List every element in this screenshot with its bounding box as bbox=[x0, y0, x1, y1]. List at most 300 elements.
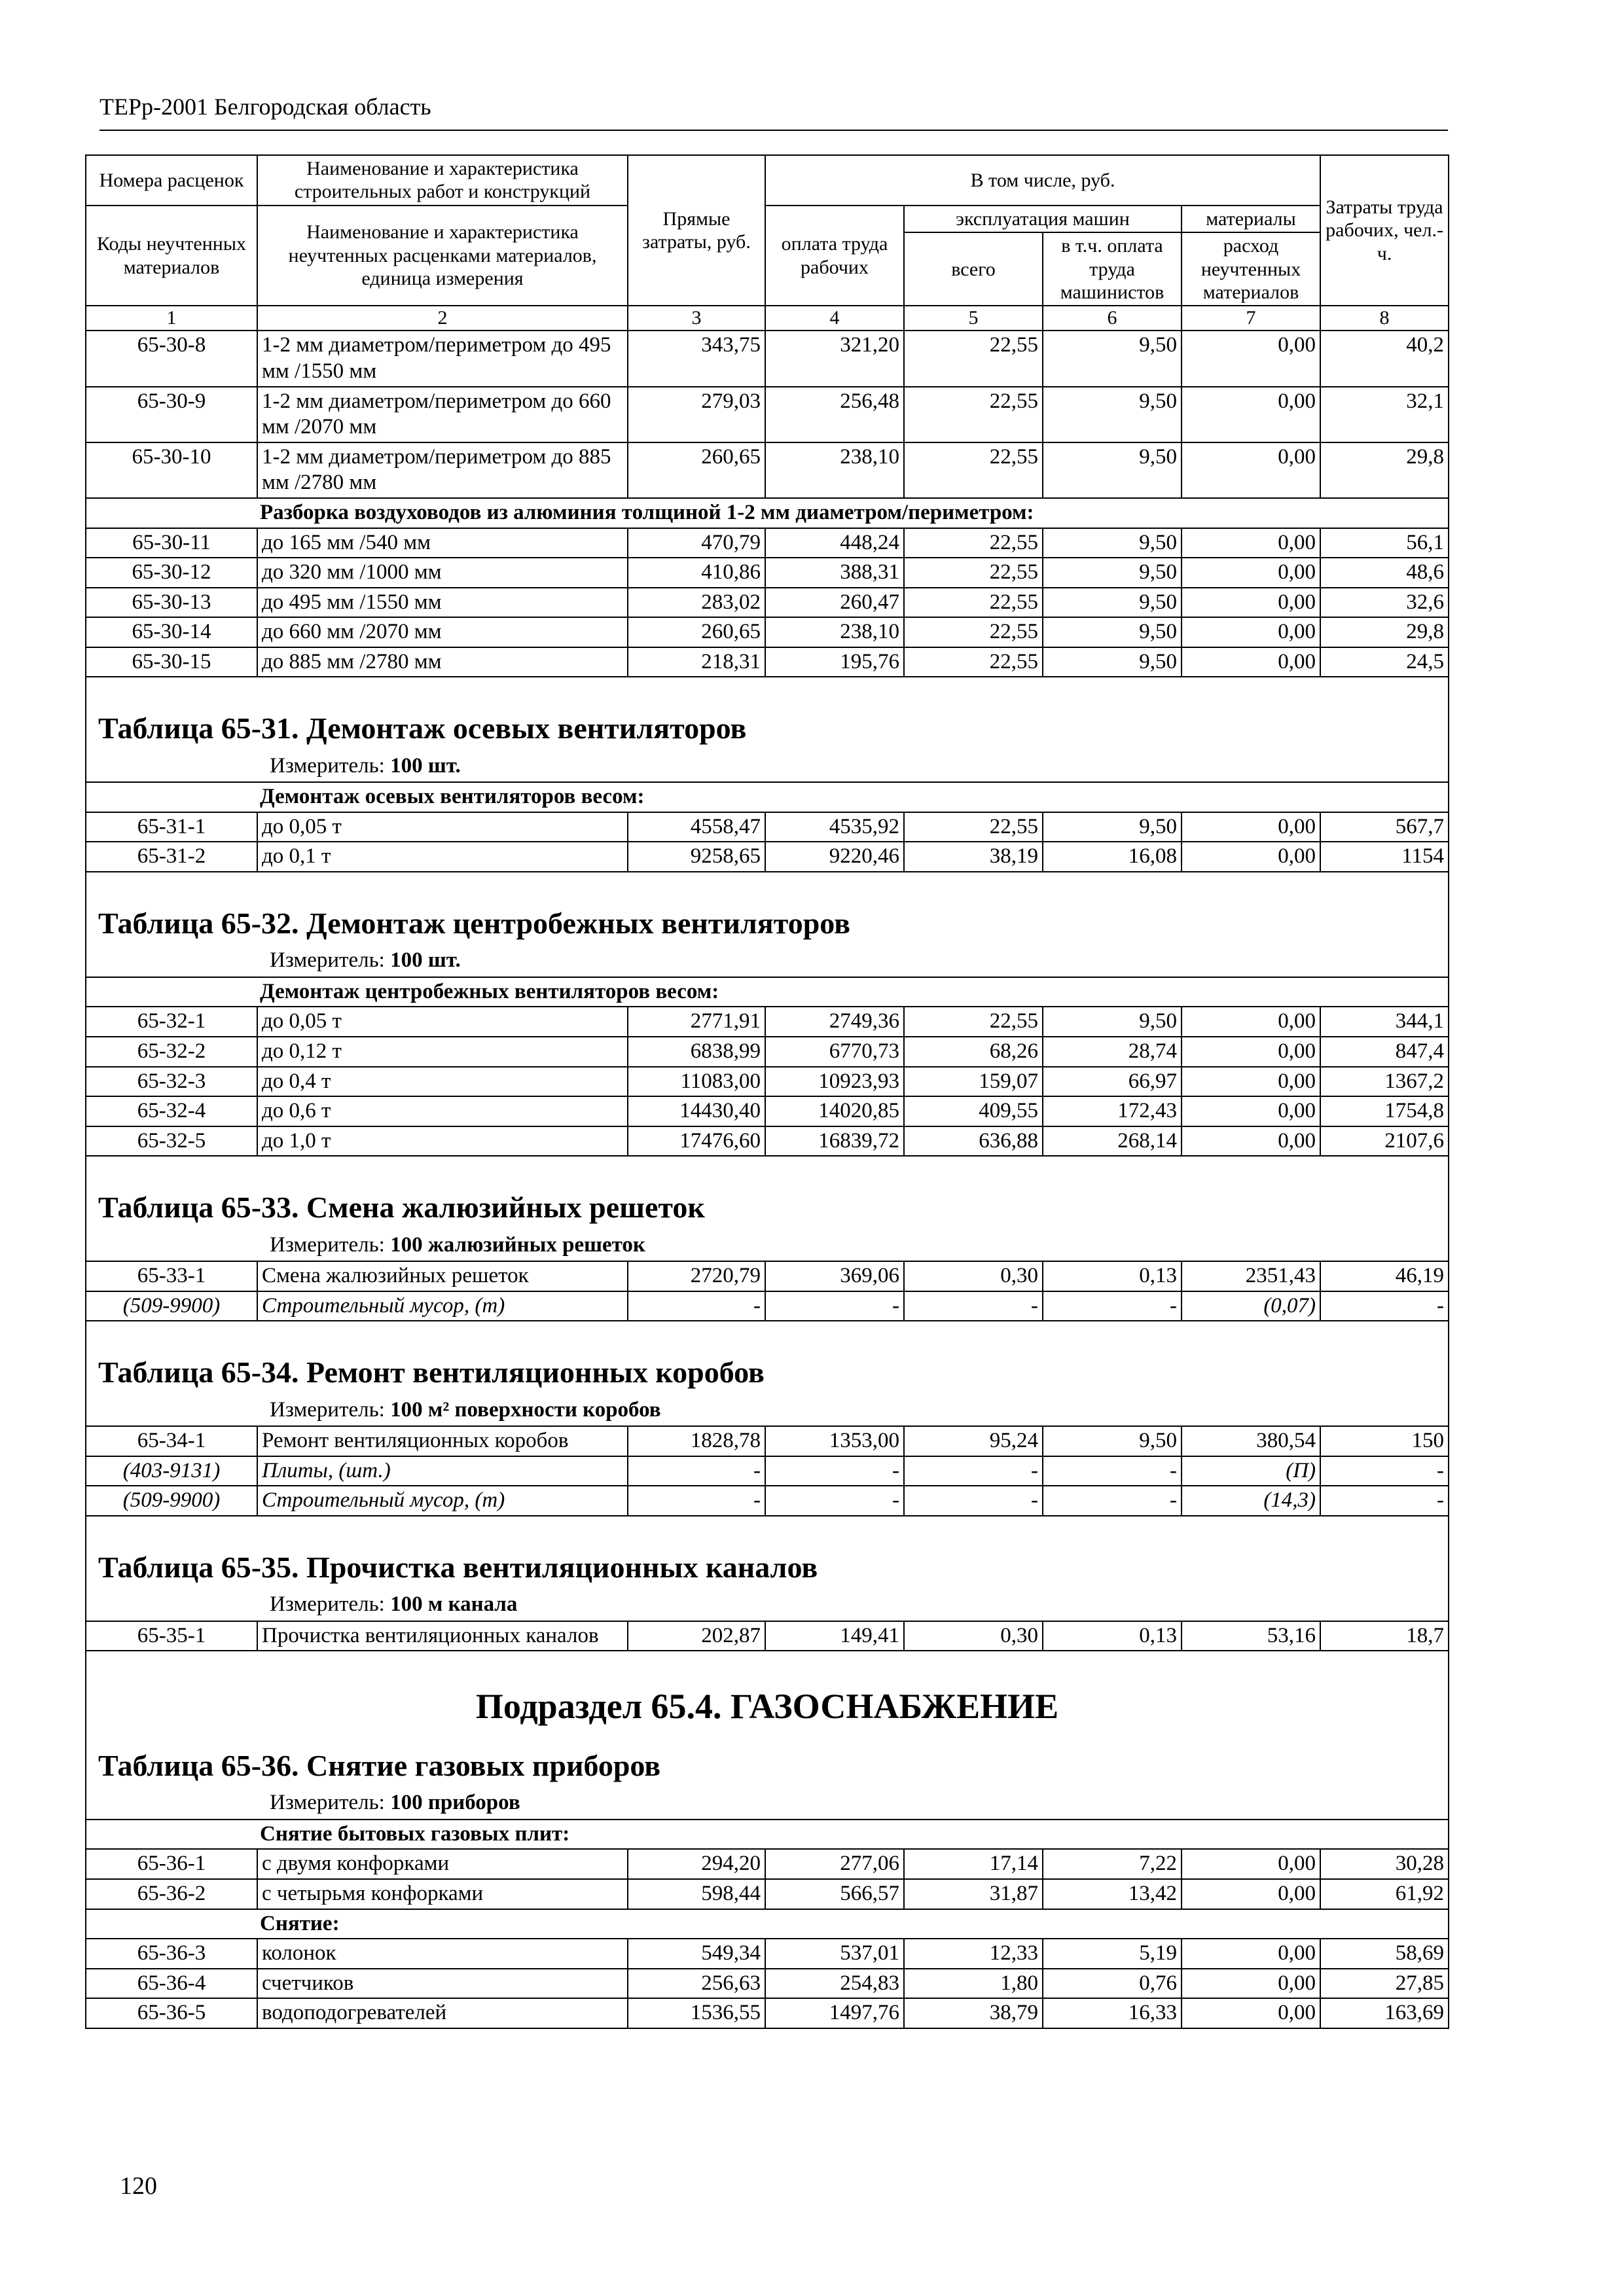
table-row bbox=[86, 1849, 1449, 1879]
rate-value: 22,55 bbox=[904, 442, 1043, 498]
rate-value: 0,00 bbox=[1182, 647, 1320, 677]
rate-value: 260,65 bbox=[628, 442, 765, 498]
rate-value: - bbox=[904, 1456, 1043, 1486]
rate-code: 65-30-10 bbox=[86, 442, 257, 498]
rate-value: 2749,36 bbox=[765, 1007, 904, 1037]
rate-value: 172,43 bbox=[1043, 1096, 1182, 1126]
col-naimen: Наименование и характеристика строительных работ и конструкций bbox=[257, 155, 628, 206]
table-row bbox=[86, 331, 1449, 386]
rate-value: 12,33 bbox=[904, 1939, 1043, 1969]
group-row bbox=[86, 782, 1449, 812]
table-title: Таблица 65-36. Снятие газовых приборов bbox=[98, 1749, 661, 1783]
rate-value: 27,85 bbox=[1320, 1969, 1449, 1999]
rate-value: 0,00 bbox=[1182, 528, 1320, 558]
rate-code: 65-31-2 bbox=[86, 842, 257, 872]
rate-name: Ремонт вентиляционных коробов bbox=[257, 1426, 628, 1456]
table-row bbox=[86, 1486, 1449, 1516]
rate-value: 16839,72 bbox=[765, 1126, 904, 1157]
rate-code: 65-30-9 bbox=[86, 387, 257, 442]
rate-value: (0,07) bbox=[1182, 1291, 1320, 1321]
rate-name: до 495 мм /1550 мм bbox=[257, 588, 628, 618]
rate-value: 343,75 bbox=[628, 331, 765, 386]
unit-label: Измеритель: bbox=[270, 753, 391, 778]
table-title-row bbox=[86, 1516, 1449, 1621]
rate-value: 0,00 bbox=[1182, 1037, 1320, 1067]
rate-code: 65-36-5 bbox=[86, 1998, 257, 2028]
table-title: Таблица 65-34. Ремонт вентиляционных коробов bbox=[98, 1355, 765, 1390]
rate-value: 29,8 bbox=[1320, 442, 1449, 498]
section-row bbox=[86, 1651, 1449, 1734]
col-zatraty: Затраты труда рабочих, чел.-ч. bbox=[1320, 155, 1449, 306]
rate-value: 9,50 bbox=[1043, 387, 1182, 442]
rate-value: 1367,2 bbox=[1320, 1067, 1449, 1097]
rate-code: (403-9131) bbox=[86, 1456, 257, 1486]
rate-value: 68,26 bbox=[904, 1037, 1043, 1067]
rate-value: 38,19 bbox=[904, 842, 1043, 872]
rate-value: 260,65 bbox=[628, 617, 765, 647]
table-row bbox=[86, 528, 1449, 558]
col-pryamye: Прямые затраты, руб. bbox=[628, 155, 765, 306]
rate-name: с двумя конфорками bbox=[257, 1849, 628, 1879]
col-materialy: материалы bbox=[1182, 206, 1320, 232]
unit-value: 100 приборов bbox=[390, 1791, 520, 1815]
rate-value: 566,57 bbox=[765, 1879, 904, 1909]
rate-code: 65-35-1 bbox=[86, 1621, 257, 1651]
rate-value: 22,55 bbox=[904, 812, 1043, 842]
rate-name: колонок bbox=[257, 1939, 628, 1969]
rate-value: 61,92 bbox=[1320, 1879, 1449, 1909]
rate-value: 10923,93 bbox=[765, 1067, 904, 1097]
rate-value: 18,7 bbox=[1320, 1621, 1449, 1651]
table-row bbox=[86, 812, 1449, 842]
rate-value: 6838,99 bbox=[628, 1037, 765, 1067]
rate-value: 2720,79 bbox=[628, 1261, 765, 1291]
rate-value: 58,69 bbox=[1320, 1939, 1449, 1969]
table-title-row bbox=[86, 1321, 1449, 1426]
rate-code: 65-33-1 bbox=[86, 1261, 257, 1291]
rate-value: 2771,91 bbox=[628, 1007, 765, 1037]
rate-value: 46,19 bbox=[1320, 1261, 1449, 1291]
table-row bbox=[86, 1037, 1449, 1067]
rate-value: 0,30 bbox=[904, 1621, 1043, 1651]
rate-name: до 1,0 т bbox=[257, 1126, 628, 1157]
table-title-row bbox=[86, 1156, 1449, 1261]
rate-value: (14,3) bbox=[1182, 1486, 1320, 1516]
unit-value: 100 жалюзийных решеток bbox=[390, 1232, 645, 1257]
table-unit bbox=[86, 1397, 1448, 1426]
rate-value: 163,69 bbox=[1320, 1998, 1449, 2028]
group-heading: Снятие: bbox=[257, 1909, 1449, 1939]
rate-value: 9,50 bbox=[1043, 331, 1182, 386]
table-row bbox=[86, 1126, 1449, 1157]
rate-name: до 320 мм /1000 мм bbox=[257, 558, 628, 588]
table-row bbox=[86, 1879, 1449, 1909]
rate-value: 24,5 bbox=[1320, 647, 1449, 677]
rate-value: 31,87 bbox=[904, 1879, 1043, 1909]
rate-name: Строительный мусор, (т) bbox=[257, 1291, 628, 1321]
rate-name: счетчиков bbox=[257, 1969, 628, 1999]
col-rashod: расход неучтенных материалов bbox=[1182, 232, 1320, 306]
col-vtch: в т.ч. оплата труда машинистов bbox=[1043, 232, 1182, 306]
rate-value: 0,00 bbox=[1182, 588, 1320, 618]
rate-name: до 0,6 т bbox=[257, 1096, 628, 1126]
unit-value: 100 шт. bbox=[390, 948, 461, 973]
rate-name: 1-2 мм диаметром/периметром до 885 мм /2780 мм bbox=[257, 442, 628, 498]
rate-code: 65-36-4 bbox=[86, 1969, 257, 1999]
rate-value: 256,63 bbox=[628, 1969, 765, 1999]
table-title: Таблица 65-31. Демонтаж осевых вентиляторов bbox=[98, 711, 747, 745]
column-number-row bbox=[86, 306, 1449, 331]
group-row bbox=[86, 1820, 1449, 1850]
rate-value: - bbox=[765, 1291, 904, 1321]
rate-value: 149,41 bbox=[765, 1621, 904, 1651]
rate-value: 202,87 bbox=[628, 1621, 765, 1651]
rate-value: 537,01 bbox=[765, 1939, 904, 1969]
rate-value: - bbox=[1043, 1486, 1182, 1516]
rate-value: 0,00 bbox=[1182, 1126, 1320, 1157]
rate-name: до 0,05 т bbox=[257, 812, 628, 842]
rate-value: 369,06 bbox=[765, 1261, 904, 1291]
table-unit bbox=[86, 1592, 1448, 1621]
page-header: ТЕРр-2001 Белгородская область bbox=[99, 94, 431, 120]
table-title: Таблица 65-33. Смена жалюзийных решеток bbox=[98, 1191, 705, 1225]
rate-value: 0,30 bbox=[904, 1261, 1043, 1291]
rate-name: до 885 мм /2780 мм bbox=[257, 647, 628, 677]
rate-value: 1754,8 bbox=[1320, 1096, 1449, 1126]
rate-code: 65-32-1 bbox=[86, 1007, 257, 1037]
column-number: 2 bbox=[257, 306, 628, 331]
rate-value: 254,83 bbox=[765, 1969, 904, 1999]
rate-value: 0,00 bbox=[1182, 558, 1320, 588]
group-heading: Демонтаж центробежных вентиляторов весом: bbox=[257, 977, 1449, 1007]
table-row bbox=[86, 1007, 1449, 1037]
rate-value: 9,50 bbox=[1043, 617, 1182, 647]
table-row bbox=[86, 1456, 1449, 1486]
rate-value: 0,13 bbox=[1043, 1621, 1182, 1651]
rate-value: 95,24 bbox=[904, 1426, 1043, 1456]
table-title-row bbox=[86, 1734, 1449, 1820]
rate-code: 65-32-3 bbox=[86, 1067, 257, 1097]
rate-value: 388,31 bbox=[765, 558, 904, 588]
rate-value: 30,28 bbox=[1320, 1849, 1449, 1879]
rate-code: 65-30-8 bbox=[86, 331, 257, 386]
rate-code: 65-30-12 bbox=[86, 558, 257, 588]
rate-value: 14020,85 bbox=[765, 1096, 904, 1126]
group-row bbox=[86, 977, 1449, 1007]
col-ekspl: эксплуатация машин bbox=[904, 206, 1182, 232]
rate-value: 598,44 bbox=[628, 1879, 765, 1909]
table-unit bbox=[86, 948, 1448, 977]
column-number: 3 bbox=[628, 306, 765, 331]
rate-code: 65-31-1 bbox=[86, 812, 257, 842]
rate-value: - bbox=[628, 1291, 765, 1321]
column-number: 5 bbox=[904, 306, 1043, 331]
group-spacer-cell bbox=[86, 977, 257, 1007]
rate-value: 9,50 bbox=[1043, 812, 1182, 842]
table-row bbox=[86, 1939, 1449, 1969]
rates-table bbox=[85, 154, 1449, 2029]
rate-value: 256,48 bbox=[765, 387, 904, 442]
group-row bbox=[86, 498, 1449, 528]
rate-value: 1828,78 bbox=[628, 1426, 765, 1456]
rate-value: 9,50 bbox=[1043, 558, 1182, 588]
rate-name: до 0,12 т bbox=[257, 1037, 628, 1067]
col-v-tom-chisle: В том числе, руб. bbox=[765, 155, 1320, 206]
rate-value: 567,7 bbox=[1320, 812, 1449, 842]
rate-value: 0,00 bbox=[1182, 1969, 1320, 1999]
rate-value: (П) bbox=[1182, 1456, 1320, 1486]
table-unit bbox=[86, 1232, 1448, 1261]
rate-value: 16,08 bbox=[1043, 842, 1182, 872]
rate-value: 1,80 bbox=[904, 1969, 1043, 1999]
rate-value: 268,14 bbox=[1043, 1126, 1182, 1157]
rate-value: 470,79 bbox=[628, 528, 765, 558]
rate-name: Прочистка вентиляционных каналов bbox=[257, 1621, 628, 1651]
section-title: Подраздел 65.4. ГАЗОСНАБЖЕНИЕ bbox=[475, 1687, 1059, 1727]
table-unit bbox=[86, 753, 1448, 782]
rate-value: 279,03 bbox=[628, 387, 765, 442]
unit-label: Измеритель: bbox=[270, 1592, 391, 1617]
table-row bbox=[86, 647, 1449, 677]
rate-value: 56,1 bbox=[1320, 528, 1449, 558]
table-row bbox=[86, 617, 1449, 647]
rate-value: 238,10 bbox=[765, 617, 904, 647]
rate-value: 9,50 bbox=[1043, 1007, 1182, 1037]
column-number: 4 bbox=[765, 306, 904, 331]
table-row bbox=[86, 1096, 1449, 1126]
unit-label: Измеритель: bbox=[270, 1791, 391, 1815]
rate-value: 283,02 bbox=[628, 588, 765, 618]
unit-label: Измеритель: bbox=[270, 948, 391, 973]
rate-value: 1154 bbox=[1320, 842, 1449, 872]
rate-value: 4558,47 bbox=[628, 812, 765, 842]
table-row bbox=[86, 1067, 1449, 1097]
group-spacer-cell bbox=[86, 1909, 257, 1939]
rate-value: 0,76 bbox=[1043, 1969, 1182, 1999]
rate-value: 9,50 bbox=[1043, 1426, 1182, 1456]
rate-value: - bbox=[628, 1486, 765, 1516]
rate-value: 0,00 bbox=[1182, 812, 1320, 842]
rate-value: 294,20 bbox=[628, 1849, 765, 1879]
rate-value: 321,20 bbox=[765, 331, 904, 386]
table-row bbox=[86, 1998, 1449, 2028]
table-row bbox=[86, 1261, 1449, 1291]
rate-value: 17,14 bbox=[904, 1849, 1043, 1879]
rate-value: 11083,00 bbox=[628, 1067, 765, 1097]
rate-value: 2351,43 bbox=[1182, 1261, 1320, 1291]
table-row bbox=[86, 1291, 1449, 1321]
rate-value: 48,6 bbox=[1320, 558, 1449, 588]
rate-value: - bbox=[1043, 1291, 1182, 1321]
unit-value: 100 м² поверхности коробов bbox=[390, 1397, 661, 1422]
col-vsego: всего bbox=[904, 232, 1043, 306]
rate-value: - bbox=[1320, 1291, 1449, 1321]
column-number: 8 bbox=[1320, 306, 1449, 331]
group-spacer-cell bbox=[86, 1820, 257, 1850]
group-heading: Снятие бытовых газовых плит: bbox=[257, 1820, 1449, 1850]
rate-name: до 0,1 т bbox=[257, 842, 628, 872]
rate-value: 22,55 bbox=[904, 588, 1043, 618]
col-oplata: оплата труда рабочих bbox=[765, 206, 904, 306]
rate-value: 0,00 bbox=[1182, 1067, 1320, 1097]
rate-value: 0,00 bbox=[1182, 442, 1320, 498]
unit-value: 100 шт. bbox=[390, 753, 461, 778]
rate-value: 1497,76 bbox=[765, 1998, 904, 2028]
rate-value: 9,50 bbox=[1043, 647, 1182, 677]
group-spacer-cell bbox=[86, 782, 257, 812]
table-title: Таблица 65-32. Демонтаж центробежных вентиляторов bbox=[98, 906, 850, 941]
rate-code: 65-32-4 bbox=[86, 1096, 257, 1126]
rate-value: 66,97 bbox=[1043, 1067, 1182, 1097]
rate-value: 0,00 bbox=[1182, 331, 1320, 386]
rate-value: 344,1 bbox=[1320, 1007, 1449, 1037]
rate-value: 0,00 bbox=[1182, 1939, 1320, 1969]
group-spacer-cell bbox=[86, 498, 257, 528]
rate-value: 218,31 bbox=[628, 647, 765, 677]
rate-value: 4535,92 bbox=[765, 812, 904, 842]
rate-value: - bbox=[628, 1456, 765, 1486]
unit-label: Измеритель: bbox=[270, 1397, 391, 1422]
column-number: 7 bbox=[1182, 306, 1320, 331]
rate-value: 2107,6 bbox=[1320, 1126, 1449, 1157]
rate-name: до 165 мм /540 мм bbox=[257, 528, 628, 558]
unit-value: 100 м канала bbox=[390, 1592, 518, 1617]
rate-value: - bbox=[1320, 1486, 1449, 1516]
rate-code: 65-30-15 bbox=[86, 647, 257, 677]
table-unit bbox=[86, 1790, 1448, 1819]
rate-value: 22,55 bbox=[904, 387, 1043, 442]
rate-value: 28,74 bbox=[1043, 1037, 1182, 1067]
rate-value: - bbox=[904, 1486, 1043, 1516]
rate-code: 65-34-1 bbox=[86, 1426, 257, 1456]
table-row bbox=[86, 1621, 1449, 1651]
rate-value: 22,55 bbox=[904, 1007, 1043, 1037]
rate-value: 40,2 bbox=[1320, 331, 1449, 386]
rate-value: 9,50 bbox=[1043, 528, 1182, 558]
rate-value: 32,1 bbox=[1320, 387, 1449, 442]
rate-value: 847,4 bbox=[1320, 1037, 1449, 1067]
rate-code: 65-32-2 bbox=[86, 1037, 257, 1067]
rate-value: 448,24 bbox=[765, 528, 904, 558]
rate-code: 65-36-2 bbox=[86, 1879, 257, 1909]
rate-name: до 0,4 т bbox=[257, 1067, 628, 1097]
rate-value: 22,55 bbox=[904, 528, 1043, 558]
rate-value: 29,8 bbox=[1320, 617, 1449, 647]
rate-code: (509-9900) bbox=[86, 1486, 257, 1516]
rate-name: Смена жалюзийных решеток bbox=[257, 1261, 628, 1291]
table-row bbox=[86, 442, 1449, 498]
rate-name: с четырьмя конфорками bbox=[257, 1879, 628, 1909]
rate-value: 0,00 bbox=[1182, 1096, 1320, 1126]
group-row bbox=[86, 1909, 1449, 1939]
rate-name: водоподогревателей bbox=[257, 1998, 628, 2028]
rate-value: 0,00 bbox=[1182, 387, 1320, 442]
column-number: 1 bbox=[86, 306, 257, 331]
rate-code: (509-9900) bbox=[86, 1291, 257, 1321]
rate-value: 6770,73 bbox=[765, 1037, 904, 1067]
rate-name: 1-2 мм диаметром/периметром до 495 мм /1550 мм bbox=[257, 331, 628, 386]
rate-value: 22,55 bbox=[904, 331, 1043, 386]
rate-value: 195,76 bbox=[765, 647, 904, 677]
rate-value: 0,00 bbox=[1182, 1879, 1320, 1909]
rate-code: 65-30-13 bbox=[86, 588, 257, 618]
rate-value: 636,88 bbox=[904, 1126, 1043, 1157]
group-heading: Разборка воздуховодов из алюминия толщиной 1-2 мм диаметром/периметром: bbox=[257, 498, 1449, 528]
rate-value: 409,55 bbox=[904, 1096, 1043, 1126]
document-body bbox=[85, 154, 1448, 2029]
table-title: Таблица 65-35. Прочистка вентиляционных каналов bbox=[98, 1550, 818, 1584]
rate-code: 65-30-14 bbox=[86, 617, 257, 647]
rate-name: до 660 мм /2070 мм bbox=[257, 617, 628, 647]
rate-value: 0,00 bbox=[1182, 1849, 1320, 1879]
rate-value: 238,10 bbox=[765, 442, 904, 498]
rate-name: Строительный мусор, (т) bbox=[257, 1486, 628, 1516]
rate-value: 150 bbox=[1320, 1426, 1449, 1456]
rate-value: 22,55 bbox=[904, 647, 1043, 677]
rate-value: 9258,65 bbox=[628, 842, 765, 872]
rate-name: до 0,05 т bbox=[257, 1007, 628, 1037]
rate-value: - bbox=[765, 1486, 904, 1516]
rate-value: - bbox=[1320, 1456, 1449, 1486]
table-row bbox=[86, 1969, 1449, 1999]
rate-value: 38,79 bbox=[904, 1998, 1043, 2028]
rate-value: 13,42 bbox=[1043, 1879, 1182, 1909]
rate-value: - bbox=[904, 1291, 1043, 1321]
rate-value: 9220,46 bbox=[765, 842, 904, 872]
rate-value: 0,13 bbox=[1043, 1261, 1182, 1291]
rate-value: - bbox=[1043, 1456, 1182, 1486]
rate-value: 380,54 bbox=[1182, 1426, 1320, 1456]
rate-value: 277,06 bbox=[765, 1849, 904, 1879]
table-row bbox=[86, 588, 1449, 618]
rate-value: 9,50 bbox=[1043, 588, 1182, 618]
rate-value: 5,19 bbox=[1043, 1939, 1182, 1969]
table-row bbox=[86, 842, 1449, 872]
rate-value: 0,00 bbox=[1182, 617, 1320, 647]
page-number: 120 bbox=[120, 2172, 157, 2200]
table-row bbox=[86, 387, 1449, 442]
table-title-row bbox=[86, 677, 1449, 782]
header-rule bbox=[99, 130, 1448, 131]
unit-label: Измеритель: bbox=[270, 1232, 391, 1257]
rate-value: 410,86 bbox=[628, 558, 765, 588]
rate-value: 0,00 bbox=[1182, 842, 1320, 872]
rate-value: 0,00 bbox=[1182, 1007, 1320, 1037]
rate-value: - bbox=[765, 1456, 904, 1486]
rate-value: 260,47 bbox=[765, 588, 904, 618]
rate-value: 32,6 bbox=[1320, 588, 1449, 618]
rate-value: 22,55 bbox=[904, 617, 1043, 647]
rate-value: 1353,00 bbox=[765, 1426, 904, 1456]
rate-code: 65-36-1 bbox=[86, 1849, 257, 1879]
rate-name: 1-2 мм диаметром/периметром до 660 мм /2070 мм bbox=[257, 387, 628, 442]
rate-value: 16,33 bbox=[1043, 1998, 1182, 2028]
rate-value: 22,55 bbox=[904, 558, 1043, 588]
rate-code: 65-36-3 bbox=[86, 1939, 257, 1969]
rate-code: 65-30-11 bbox=[86, 528, 257, 558]
rate-value: 159,07 bbox=[904, 1067, 1043, 1097]
rate-name: Плиты, (шт.) bbox=[257, 1456, 628, 1486]
col-naimen2: Наименование и характеристика неучтенных расценками материалов, единица измерения bbox=[257, 206, 628, 306]
rate-value: 0,00 bbox=[1182, 1998, 1320, 2028]
table-row bbox=[86, 558, 1449, 588]
rate-value: 17476,60 bbox=[628, 1126, 765, 1157]
col-nomera: Номера расценок bbox=[86, 155, 257, 206]
col-kody: Коды неучтенных материалов bbox=[86, 206, 257, 306]
group-heading: Демонтаж осевых вентиляторов весом: bbox=[257, 782, 1449, 812]
rate-value: 53,16 bbox=[1182, 1621, 1320, 1651]
rate-value: 549,34 bbox=[628, 1939, 765, 1969]
